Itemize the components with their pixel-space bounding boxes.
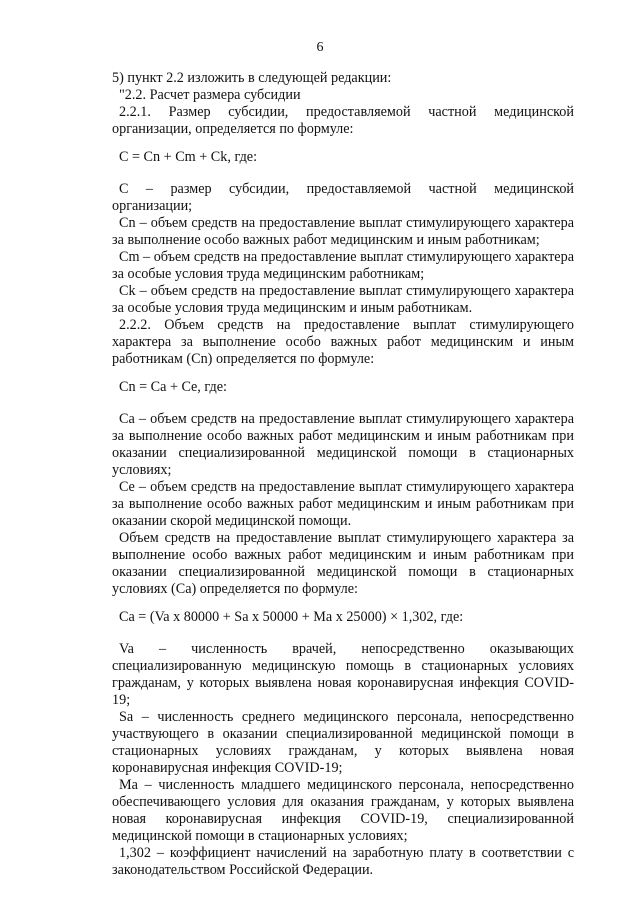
definition-c: C – размер субсидии, предоставляемой частной медицинской организации;	[112, 181, 574, 214]
section-heading: "2.2. Расчет размера субсидии	[119, 87, 301, 103]
definition-cn: Cn – объем средств на предоставление выплат стимулирующего характера за выполнение особо важных работ медицинским и иным работникам;	[112, 215, 574, 248]
amendment-intro: 5) пункт 2.2 изложить в следующей редакции:	[112, 70, 392, 86]
definition-cm: Cm – объем средств на предоставление выплат стимулирующего характера за особые условия труда медицинским работникам;	[112, 249, 574, 282]
definition-coefficient: 1,302 – коэффициент начислений на заработную плату в соответствии с законодательством Российской Федерации.	[112, 845, 574, 878]
paragraph-2-2-1: 2.2.1. Размер субсидии, предоставляемой частной медицинской организации, определяется по формуле:	[112, 104, 574, 137]
page-number: 6	[316, 40, 324, 55]
definition-ca: Ca – объем средств на предоставление выплат стимулирующего характера за выполнение особо важных работ медицинским и иным работникам при оказании специализированной медицинской помощи в стационарных условиях;	[112, 411, 574, 478]
definition-ck: Ck – объем средств на предоставление выплат стимулирующего характера за особые условия труда медицинским и иным работникам.	[112, 283, 574, 316]
formula-cn: Cn = Ca + Ce, где:	[119, 379, 227, 395]
definition-sa: Sa – численность среднего медицинского персонала, непосредственно участвующего в оказании специализированной медицинской помощи в стационарных условиях гражданам, у которых выявлена новая коронавирусная инфекция COVID-19;	[112, 709, 574, 776]
formula-ca: Ca = (Va x 80000 + Sa x 50000 + Ma x 25000) × 1,302, где:	[119, 609, 464, 625]
definition-va: Va – численность врачей, непосредственно оказывающих специализированную медицинскую помощь в стационарных условиях гражданам, у которых выявлена новая коронавирусная инфекция COVID-19;	[112, 641, 574, 708]
document-body	[112, 70, 574, 879]
paragraph-2-2-2: 2.2.2. Объем средств на предоставление выплат стимулирующего характера за выполнение особо важных работ медицинским и иным работникам (Cn) определяется по формуле:	[112, 317, 574, 367]
definition-ma: Ma – численность младшего медицинского персонала, непосредственно обеспечивающего условия для оказания гражданам, у которых выявлена новая коронавирусная инфекция COVID-19, специализированной медицинской помощи в стационарных условиях;	[112, 777, 574, 844]
definition-ce: Ce – объем средств на предоставление выплат стимулирующего характера за выполнение особо важных работ медицинским и иным работникам при оказании скорой медицинской помощи.	[112, 479, 574, 529]
paragraph-ca-intro: Объем средств на предоставление выплат стимулирующего характера за выполнение особо важных работ медицинским и иным работникам при оказании специализированной медицинской помощи в стационарных условиях (Ca) определяется по формуле:	[112, 530, 574, 597]
formula-c: C = Cn + Cm + Ck, где:	[119, 149, 258, 165]
